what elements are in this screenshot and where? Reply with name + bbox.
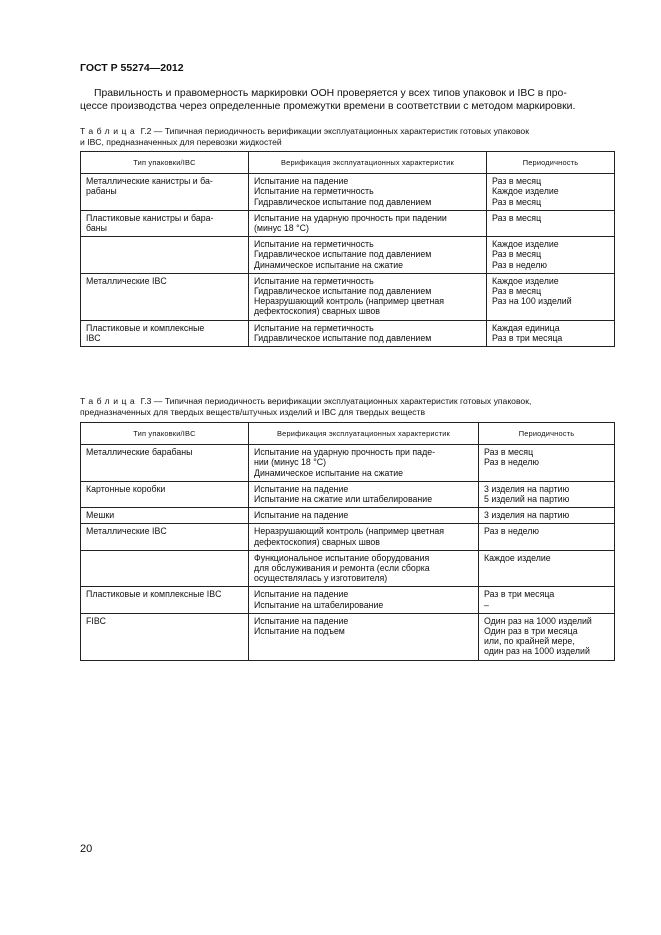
table-row — [81, 587, 615, 613]
cell-period — [479, 445, 615, 482]
cell-verification — [249, 613, 479, 660]
cell-period — [479, 508, 615, 524]
cell-line: Пластиковые и комплексные — [86, 322, 205, 333]
cell-line: Металлические барабаны — [86, 447, 193, 458]
cell-type — [81, 174, 249, 211]
cell-line: Металлические канистры и ба- — [86, 176, 213, 187]
cell-line: Испытание на штабелирование — [254, 599, 384, 610]
cell-line: Неразрушающий контроль (например цветная — [254, 296, 444, 307]
cell-type — [81, 320, 249, 346]
cell-line: 5 изделий на партию — [484, 494, 570, 505]
cell-line: Каждое изделие — [484, 552, 551, 563]
cell-verification — [249, 481, 479, 507]
cell-line: Испытание на герметичность — [254, 275, 374, 286]
column-header-type: Тип упаковки/IBC — [81, 152, 249, 174]
table-g3 — [80, 422, 615, 661]
cell-line: рабаны — [86, 186, 117, 197]
table3-caption-line-1: Г.3 — Типичная периодичность верификации эксплуатационных характеристик готовых упаковок, — [140, 396, 532, 406]
intro-paragraph — [80, 87, 614, 113]
cell-period — [487, 273, 615, 320]
table2-caption — [80, 126, 614, 148]
cell-line: Металлические IBC — [86, 526, 167, 537]
table-row — [81, 237, 615, 274]
table2-caption-line-1: Г.2 — Типичная периодичность верификации эксплуатационных характеристик готовых упаковок — [140, 126, 529, 136]
cell-type — [81, 237, 249, 274]
cell-line: Раз в месяц — [492, 212, 542, 223]
cell-line: Один раз в три месяца — [484, 626, 578, 637]
cell-type — [81, 445, 249, 482]
cell-line: Раз в три месяца — [492, 332, 563, 343]
cell-line: Испытание на падение — [254, 176, 349, 187]
table-row — [81, 550, 615, 587]
cell-verification — [249, 174, 487, 211]
cell-type — [81, 481, 249, 507]
cell-line: Раз в неделю — [484, 526, 539, 537]
cell-type — [81, 210, 249, 236]
cell-verification — [249, 445, 479, 482]
cell-line: Испытание на падение — [254, 483, 349, 494]
cell-type — [81, 587, 249, 613]
cell-line: Испытание на падение — [254, 510, 349, 521]
table-row — [81, 524, 615, 550]
table-row — [81, 320, 615, 346]
cell-line: Испытание на подъем — [254, 626, 345, 637]
cell-line: баны — [86, 223, 107, 234]
table3-caption-line-2: предназначенных для твердых веществ/штучных изделий и IBC для твердых веществ — [80, 407, 426, 417]
cell-line: дефектоскопия) сварных швов — [254, 306, 380, 317]
table-row — [81, 508, 615, 524]
column-header-period: Периодичность — [487, 152, 615, 174]
cell-line: Испытание на герметичность — [254, 186, 374, 197]
cell-line: Каждое изделие — [492, 186, 559, 197]
cell-line: Функциональное испытание оборудования — [254, 552, 430, 563]
column-header-period: Периодичность — [479, 423, 615, 445]
cell-line: Картонные коробки — [86, 483, 166, 494]
table2-caption-line-2: и IBC, предназначенных для перевозки жидкостей — [80, 137, 282, 147]
table2-caption-label: Таблица — [80, 126, 139, 136]
cell-period — [487, 320, 615, 346]
cell-line: Испытание на сжатие или штабелирование — [254, 494, 433, 505]
cell-line: осуществлялась у изготовителя) — [254, 573, 388, 584]
cell-verification — [249, 524, 479, 550]
cell-verification — [249, 320, 487, 346]
cell-type — [81, 613, 249, 660]
cell-type — [81, 508, 249, 524]
cell-type — [81, 273, 249, 320]
cell-line: Испытание на герметичность — [254, 239, 374, 250]
cell-line: нии (минус 18 °С) — [254, 457, 327, 468]
cell-line: Каждая единица — [492, 322, 560, 333]
cell-period — [479, 587, 615, 613]
cell-verification — [249, 273, 487, 320]
cell-line: для обслуживания и ремонта (если сборка — [254, 563, 430, 574]
cell-period — [479, 524, 615, 550]
cell-line: 3 изделия на партию — [484, 483, 570, 494]
cell-line: Гидравлическое испытание под давлением — [254, 332, 432, 343]
cell-line: Испытание на падение — [254, 615, 349, 626]
cell-line: Металлические IBC — [86, 275, 167, 286]
cell-line: Каждое изделие — [492, 275, 559, 286]
cell-line: Раз в месяц — [484, 447, 534, 458]
cell-line: IBC — [86, 332, 101, 343]
table-row — [81, 445, 615, 482]
cell-line: Динамическое испытание на сжатие — [254, 467, 404, 478]
cell-line: Раз в неделю — [484, 457, 539, 468]
cell-line: – — [484, 599, 489, 610]
column-header-verification: Верификация эксплуатационных характеристик — [249, 152, 487, 174]
cell-period — [487, 174, 615, 211]
intro-line-2: цессе производства через определенные промежутки времени в соответствии с методом маркировки. — [80, 101, 576, 112]
cell-line: Раз в месяц — [492, 249, 542, 260]
cell-period — [479, 613, 615, 660]
cell-line: FIBC — [86, 615, 107, 626]
cell-type — [81, 550, 249, 587]
cell-period — [487, 210, 615, 236]
cell-line: один раз на 1000 изделий — [484, 646, 590, 657]
cell-line: 3 изделия на партию — [484, 510, 570, 521]
cell-verification — [249, 237, 487, 274]
cell-verification — [249, 550, 479, 587]
cell-line: Мешки — [86, 510, 115, 521]
table-header-row — [81, 152, 615, 174]
cell-line: дефектоскопия) сварных швов — [254, 536, 380, 547]
document-header: ГОСТ Р 55274—2012 — [80, 62, 184, 74]
cell-line: Испытание на ударную прочность при падении — [254, 212, 447, 223]
cell-period — [479, 481, 615, 507]
cell-line: Пластиковые и комплексные IBC — [86, 589, 222, 600]
cell-line: Испытание на ударную прочность при паде- — [254, 447, 436, 458]
cell-line: Раз в месяц — [492, 286, 542, 297]
cell-verification — [249, 210, 487, 236]
cell-line: Неразрушающий контроль (например цветная — [254, 526, 444, 537]
cell-line: Испытание на герметичность — [254, 322, 374, 333]
cell-line: Динамическое испытание на сжатие — [254, 259, 404, 270]
column-header-type: Тип упаковки/IBC — [81, 423, 249, 445]
cell-line: Раз в месяц — [492, 196, 542, 207]
cell-line: или, по крайней мере, — [484, 636, 575, 647]
table-row — [81, 613, 615, 660]
cell-line: Раз в неделю — [492, 259, 547, 270]
table-row — [81, 273, 615, 320]
intro-line-1: Правильность и правомерность маркировки ООН проверяется у всех типов упаковок и IBC в про- — [94, 88, 567, 99]
cell-line: Испытание на падение — [254, 589, 349, 600]
cell-line: (минус 18 °С) — [254, 223, 309, 234]
cell-line: Раз в три месяца — [484, 589, 555, 600]
cell-line: Раз в месяц — [492, 176, 542, 187]
cell-type — [81, 524, 249, 550]
table3-caption-label: Таблица — [80, 396, 139, 406]
cell-verification — [249, 587, 479, 613]
cell-line: Гидравлическое испытание под давлением — [254, 249, 432, 260]
cell-line: Каждое изделие — [492, 239, 559, 250]
cell-line: Раз на 100 изделий — [492, 296, 572, 307]
table-g2 — [80, 151, 615, 347]
page-number: 20 — [80, 843, 93, 855]
cell-period — [487, 237, 615, 274]
cell-verification — [249, 508, 479, 524]
table-header-row — [81, 423, 615, 445]
cell-line: Пластиковые канистры и бара- — [86, 212, 214, 223]
table3-caption — [80, 396, 614, 418]
table-row — [81, 210, 615, 236]
cell-line: Гидравлическое испытание под давлением — [254, 286, 432, 297]
column-header-verification: Верификация эксплуатационных характеристик — [249, 423, 479, 445]
cell-line: Один раз на 1000 изделий — [484, 615, 592, 626]
table-row — [81, 174, 615, 211]
cell-period — [479, 550, 615, 587]
cell-line: Гидравлическое испытание под давлением — [254, 196, 432, 207]
table-row — [81, 481, 615, 507]
